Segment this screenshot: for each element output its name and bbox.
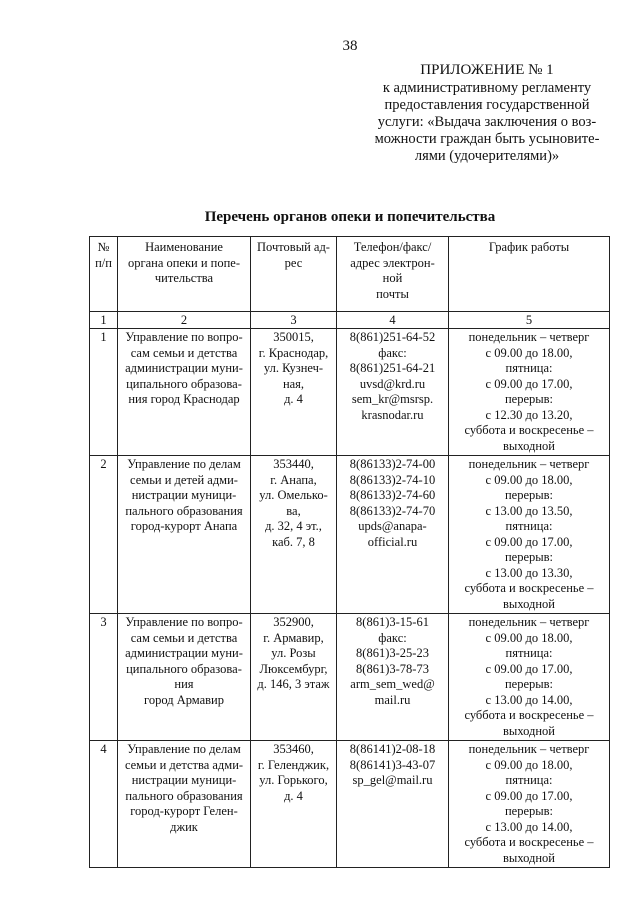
cell-contacts [337,456,449,614]
cell-working-hours-line: перерыв: [504,550,554,564]
header-contacts: Телефон/факс/ адрес электрон- ной почты [337,237,449,312]
cell-authority-name-line: пального образования [125,503,243,518]
cell-authority-name-line: семьи и детства адми- [124,757,244,772]
cell-contacts-line: 8(86133)2-74-60 [349,488,436,502]
cell-working-hours-line: с 12.30 до 13.20, [485,407,573,422]
cell-authority-name-line: пального образования [125,788,243,803]
table-header-row [90,237,610,312]
cell-working-hours-line: с 09.00 до 17.00, [485,788,573,803]
appendix-line: лями (удочерителями)» [414,148,560,164]
cell-working-hours-line: суббота и воскресенье – [464,708,594,722]
cell-contacts-line: upds@anapa- [358,519,427,533]
cell-contacts-line: 8(861)251-64-52 [349,330,436,344]
appendix-line: услуги: «Выдача заключения о воз- [377,114,597,130]
cell-postal-address-line: ва, [286,503,301,518]
cell-working-hours-line: выходной [503,723,555,738]
cell-working-hours-line: перерыв: [504,677,554,691]
cell-working-hours-line: выходной [503,596,555,611]
column-number: 5 [449,312,610,329]
cell-postal-address-line: ул. Розы [271,646,316,660]
appendix-line: можности граждан быть усыновите- [374,131,600,147]
cell-authority-name-line: Управление по вопро- [125,330,243,344]
cell-authority-name-line: администрации муни- [125,361,243,375]
cell-postal-address-line: г. Армавир, [263,630,324,645]
appendix-title: ПРИЛОЖЕНИЕ № 1 [420,62,554,78]
cell-working-hours-line: суббота и воскресенье – [464,581,594,595]
cell-working-hours-line: понедельник – четверг [468,615,590,629]
header-name: Наименование органа опеки и попе- чительства [118,237,251,312]
cell-working-hours [449,329,610,456]
cell-working-hours [449,741,610,868]
cell-postal-address [251,614,337,741]
cell-working-hours-line: с 09.00 до 17.00, [485,661,573,676]
cell-contacts-line: sp_gel@mail.ru [352,773,433,787]
cell-working-hours-line: перерыв: [504,488,554,502]
cell-contacts-line: 8(861)251-64-21 [349,361,436,375]
cell-postal-address-line: ная, [282,376,305,391]
cell-working-hours-line: с 09.00 до 18.00, [485,472,573,487]
cell-working-hours-line: с 13.00 до 13.50, [485,503,573,518]
cell-contacts-line: 8(86133)2-74-10 [349,472,436,487]
cell-authority-name [118,329,251,456]
cell-working-hours-line: суббота и воскресенье – [464,423,594,437]
cell-authority-name-line: администрации муни- [125,646,243,660]
cell-contacts-line: official.ru [367,534,418,549]
cell-working-hours-line: с 09.00 до 17.00, [485,376,573,391]
table-row [90,741,610,868]
cell-working-hours-line: выходной [503,438,555,453]
cell-contacts-line: 8(86133)2-74-00 [349,457,436,471]
table-row [90,456,610,614]
cell-working-hours-line: выходной [503,850,555,865]
cell-working-hours-line: пятница: [505,773,553,787]
cell-postal-address-line: 350015, [273,330,314,344]
cell-working-hours-line: с 09.00 до 18.00, [485,630,573,645]
cell-postal-address-line: ул. Горького, [259,773,328,787]
cell-contacts-line: arm_sem_wed@ [350,677,435,691]
cell-postal-address-line: д. 4 [284,788,303,803]
cell-contacts-line: sem_kr@msrsp. [351,392,434,406]
cell-authority-name [118,456,251,614]
cell-authority-name-line: ния город Краснодар [128,392,240,406]
page-number: 38 [342,38,358,54]
cell-working-hours-line: с 13.00 до 14.00, [485,819,573,834]
cell-working-hours-line: перерыв: [504,804,554,818]
cell-working-hours-line: пятница: [505,646,553,660]
cell-postal-address [251,456,337,614]
cell-authority-name-line: сам семьи и детства [130,630,238,645]
cell-working-hours-line: перерыв: [504,392,554,406]
cell-postal-address-line: д. 4 [284,392,303,406]
cell-contacts-line: mail.ru [374,692,411,707]
cell-postal-address-line: д. 146, 3 этаж [257,677,330,691]
cell-working-hours [449,456,610,614]
cell-authority-name-line: ципального образова- [126,376,242,391]
cell-working-hours-line: с 13.00 до 14.00, [485,692,573,707]
cell-postal-address-line: ул. Кузнеч- [263,361,324,375]
cell-postal-address-line: г. Анапа, [270,472,317,487]
cell-contacts [337,329,449,456]
column-number: 2 [118,312,251,329]
cell-number: 4 [90,741,118,868]
appendix-line: к административному регламенту [382,80,592,96]
cell-contacts-line: 8(86133)2-74-70 [349,503,436,518]
cell-contacts-line: 8(861)3-15-61 [356,615,429,629]
cell-authority-name [118,741,251,868]
cell-working-hours-line: пятница: [505,361,553,375]
cell-working-hours-line: с 13.00 до 13.30, [485,565,573,580]
cell-contacts-line: uvsd@krd.ru [359,376,426,391]
cell-authority-name [118,614,251,741]
cell-authority-name-line: ципального образова- [126,661,242,676]
cell-postal-address-line: 353460, [273,742,314,756]
column-number: 1 [90,312,118,329]
cell-working-hours-line: понедельник – четверг [468,330,590,344]
cell-postal-address-line: Люксембург, [259,661,328,676]
cell-authority-name-line: город-курорт Анапа [130,519,238,533]
header-address: Почтовый ад- рес [251,237,337,312]
table-row [90,614,610,741]
cell-authority-name-line: Управление по вопро- [125,615,243,629]
cell-postal-address-line: ул. Омелько- [259,488,328,502]
cell-number: 2 [90,456,118,614]
appendix-header [366,62,608,165]
cell-number: 3 [90,614,118,741]
cell-postal-address-line: г. Геленджик, [257,757,330,772]
cell-working-hours-line: с 09.00 до 17.00, [485,534,573,549]
cell-contacts-line: 8(861)3-25-23 [356,646,429,660]
column-number: 4 [337,312,449,329]
list-title: Перечень органов опеки и попечительства [204,209,496,225]
cell-working-hours-line: с 09.00 до 18.00, [485,345,573,360]
header-number: № п/п [90,237,118,312]
cell-contacts-line: факс: [378,630,407,645]
cell-authority-name-line: город-курорт Гелен- [130,804,238,818]
cell-authority-name-line: нистрации муници- [131,773,237,787]
cell-working-hours-line: суббота и воскресенье – [464,835,594,849]
appendix-line: предоставления государственной [384,97,590,113]
table-body [90,312,610,868]
cell-postal-address-line: 352900, [273,615,314,629]
column-number: 3 [251,312,337,329]
cell-postal-address-line: каб. 7, 8 [272,534,315,549]
cell-number: 1 [90,329,118,456]
header-hours: График работы [449,237,610,312]
cell-contacts-line: krasnodar.ru [361,407,424,422]
cell-contacts-line: 8(86141)2-08-18 [349,742,436,756]
column-numbers-row [90,312,610,329]
cell-working-hours-line: пятница: [505,519,553,533]
cell-contacts [337,741,449,868]
authorities-table [89,236,610,868]
table-row [90,329,610,456]
cell-authority-name-line: Управление по делам [127,457,241,471]
cell-authority-name-line: сам семьи и детства [130,345,238,360]
cell-authority-name-line: семьи и детей адми- [130,472,238,487]
cell-working-hours-line: понедельник – четверг [468,457,590,471]
cell-authority-name-line: Управление по делам [127,742,241,756]
cell-postal-address-line: д. 32, 4 эт., [265,519,322,533]
cell-working-hours-line: понедельник – четверг [468,742,590,756]
cell-postal-address-line: г. Краснодар, [258,345,329,360]
cell-postal-address-line: 353440, [273,457,314,471]
cell-authority-name-line: город Армавир [144,692,224,707]
cell-authority-name-line: нистрации муници- [131,488,237,502]
cell-working-hours [449,614,610,741]
cell-working-hours-line: с 09.00 до 18.00, [485,757,573,772]
cell-contacts [337,614,449,741]
cell-contacts-line: 8(86141)3-43-07 [349,757,436,772]
cell-postal-address [251,329,337,456]
cell-postal-address [251,741,337,868]
cell-authority-name-line: джик [170,819,198,834]
cell-contacts-line: факс: [378,345,407,360]
cell-authority-name-line: ния [174,677,194,691]
cell-contacts-line: 8(861)3-78-73 [356,661,429,676]
